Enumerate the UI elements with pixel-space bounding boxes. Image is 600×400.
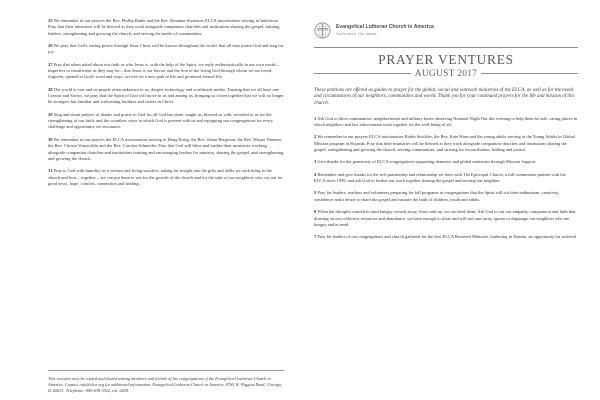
entry-text: Pray to God with humility as a servant and living sacrifice, asking for insight into the gifts and skills we each bring to the church and how – together – we can put them to use for the growth of the church and for the sake of our neighbors who cry out for good news, hope, comfort, connection and healing. [48, 168, 283, 186]
masthead [314, 47, 578, 79]
prayer-entry [314, 234, 578, 240]
entry-text: Pray for leaders of our congregations and church gathered for the first ELCA Rostered Ministers Gathering in Atlanta, an opportunity for rostered [317, 234, 576, 240]
entry-number: 29 [48, 111, 53, 117]
prayer-entry [48, 112, 284, 131]
intro-paragraph: These petitions are offered as guides to prayer for the global, social and outreach ministries of the ELCA, as well as for the needs and circumstances of our neighbors, communities and world. Thank you for your continued prayers for the life and mission of this church. [314, 87, 575, 107]
prayer-entry [314, 116, 578, 129]
entry-number: 4 [314, 171, 317, 177]
entry-number: 7 [314, 234, 317, 240]
brand-tagline: God's work. Our hands. [336, 31, 378, 37]
elca-cross-globe-logo-icon [314, 22, 331, 39]
entry-number: 6 [314, 209, 317, 215]
page-title: PRAYER VENTURES [378, 52, 514, 67]
prayer-entry [48, 87, 284, 106]
entry-text: Ask God to bless communities, neighborhoods and military bases observing National Night Out this evening to help them be safe, caring places in which neighbors and law enforcement work together for the well-being of all. [314, 115, 578, 128]
entry-text: Sing and shout prayers of thanks and praise to God for all God has done, taught us, blessed us with, revealed to us for the strengthening of our faith, and the countless ways in which God is present with us and equipping our congregations for every challenge and opportunity we encounter. [48, 111, 273, 130]
entry-number: 2 [314, 134, 317, 140]
masthead-rule-right [481, 73, 578, 74]
copyright-notice-text: This resource may be copied and shared among members and friends of the congregations of the Evangelical Lutheran Church in America. Contact info@elca.org for additional information. Evangelical Lutheran Church in America, 8765 W. Higgins Road, Chicago, IL 60631. Telephone: 800-638-3522, ext. 2458. [48, 376, 283, 393]
prayer-entry [48, 62, 284, 81]
copyright-notice-box [48, 370, 284, 394]
entry-number: 5 [314, 190, 317, 196]
entry-number: 1 [314, 115, 317, 121]
entry-text: We pray that God's saving power through Jesus Christ will be known throughout the world, that all may praise God and sing for joy. [48, 43, 284, 55]
prayer-entry [48, 18, 284, 37]
entry-number: 25 [48, 18, 53, 23]
entry-text: Pray that when asked about our faith or who Jesus is, with the help of the Spirit, we reply enthusiastically in our own words – imperfect or insufficient as they may be – that Jesus is our Savior and the Son of the living God through whom we are loved, forgiven, opened to God's word and ways, set free on a new path in life and promised eternal life. [48, 61, 280, 80]
masthead-top-rule [314, 47, 578, 48]
prayer-entry [314, 209, 578, 228]
brand-name: Evangelical Lutheran Church in America [336, 24, 434, 31]
entry-text: We remember in our prayers ELCA missionaries Robin Strickler, the Rev. Kate Warn and the young adults serving in the Young Adults in Global Mission program in Rwanda. Pray that their ministries will be blessed as they work alongside companion churches and institutions sharing the gospel, strengthening and growing the church, serving communities, and striving for reconciliation, healing and justice. [314, 134, 575, 153]
entry-number: 3 [314, 159, 317, 165]
entry-text: Give thanks for the generosity of ELCA congregations supporting domestic and global ministries through Mission Support. [317, 159, 537, 165]
prayer-entry [48, 168, 284, 187]
entry-number: 30 [48, 136, 53, 142]
entry-text: The world is vast and its people often unknown to us, despite technology and worldwide media. Trusting that we all have one Creator and Savior, we pray that the Spirit of God will move in us and among us, bringing us closer together that we will no longer be strangers but familiar and welcoming brothers and sisters in Christ. [48, 86, 284, 105]
prayer-entry [48, 43, 284, 56]
prayer-entry [48, 137, 284, 162]
brand-text-block [336, 24, 434, 36]
masthead-rule-left [314, 73, 411, 74]
entry-text: We remember in our prayers the Rev. Phillip Baker and the Rev. Rosanne Swanson, ELCA missionaries serving in Indonesia. Pray that their ministries will be blessed as they work alongside companion churches and institutions sharing the gospel, training leaders, strengthening and growing the church, and serving the needs of communities. [48, 18, 280, 36]
prayer-entry [314, 159, 578, 165]
entry-text: Pray for leaders, teachers and volunteers preparing for fall programs in congregations that the Spirit will stir their enthusiasm, creativity, confidence and a desire to share the gospel and nurture the faith of children, youth and adults. [314, 190, 560, 202]
entry-number: 27 [48, 61, 53, 67]
prayer-entry [314, 134, 578, 153]
masthead-subtitle-row [314, 69, 578, 79]
prayer-entry [314, 190, 578, 203]
entry-text: When the disciples wanted to send hungry crowds away, Jesus said no, we can feed them. Ask God to stir our empathy, compassion and faith that, drawing on our collective resources and abundance, we have enough to share and will not turn away, ignore or disparage our neighbors who are hungry and in need. [314, 209, 577, 227]
page-subtitle: AUGUST 2017 [414, 68, 478, 79]
brand-header [314, 22, 578, 39]
right-column [300, 0, 600, 400]
entry-number: 28 [48, 86, 53, 92]
prayer-entry [314, 172, 578, 185]
entry-text: We remember in our prayers the ELCA missionaries serving in Hong Kong: the Rev. Jenna Bergeson, the Rev. Wayne Niemen, the Rev. Christa Vonzychlin and the Rev. Carolyn Schneider. Pray that God will bless and further their ministries working alongside companion churches and institutions training and encouraging leaders for ministry, sharing the gospel, and strengthening and growing the church. [48, 136, 284, 161]
entry-text: Remember and give thanks for the rich partnership and relationship we have with The Episcopal Church, a full communion partner with the ELCA since 1999, and ask God to further our work together sharing the gospel and serving our neighbor. [314, 171, 566, 184]
entry-number: 31 [48, 168, 53, 174]
entry-number: 26 [48, 43, 53, 49]
